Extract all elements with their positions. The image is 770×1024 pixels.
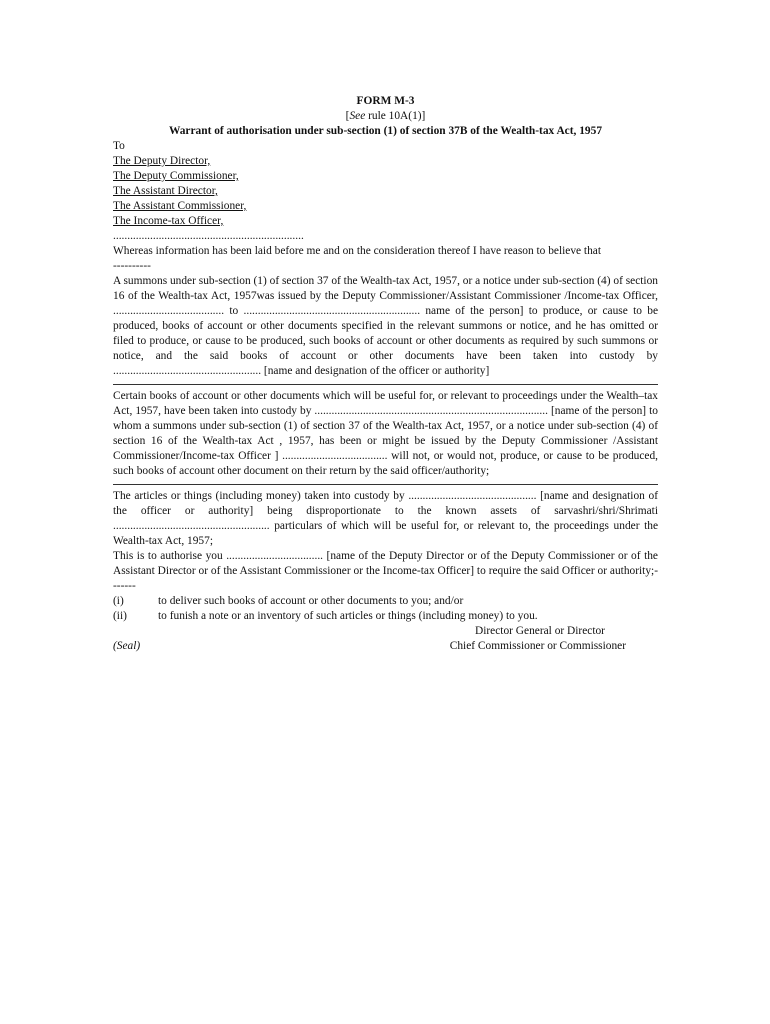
form-title: FORM M-3 xyxy=(356,95,415,107)
seal-label: (Seal) xyxy=(113,640,141,652)
addressee-income-tax-officer: The Income-tax Officer, xyxy=(113,215,224,227)
item-text: to funish a note or an inventory of such articles or things (including money) to you. xyxy=(158,610,538,622)
addressee-assistant-commissioner: The Assistant Commissioner, xyxy=(113,200,247,212)
rule-see: See xyxy=(349,110,366,122)
rule-reference: [See rule 10A(1)] xyxy=(345,110,426,122)
signature-row xyxy=(113,639,658,654)
whereas-dashes: ---------- xyxy=(113,260,151,272)
paragraph-books-custody: Certain books of account or other documents which will be useful for, or relevant to proceedings under the Wealth–tax Act, 1957, have been taken into custody by .................................................................................. [name of the person] to whom a summons under sub-section (1) of section 37 of the Wealth-tax Act, 1957, or a notice under sub-section (4) of section 16 of the Wealth-tax Act , 1957, has been or might be issued by the Deputy Commissioner /Assistant Commissioner/Income-tax Officer ] ..................................... will not, or would not, produce, or cause to be produced, such books of account other document on their return by the said officer/authority; xyxy=(113,390,658,477)
signature-line-2: Chief Commissioner or Commissioner xyxy=(449,640,626,652)
list-item xyxy=(113,609,658,624)
addressee-deputy-director: The Deputy Director, xyxy=(113,155,211,167)
addressee-dots: ................................................................... xyxy=(113,230,304,242)
signature-line-1: Director General or Director xyxy=(475,625,605,637)
divider-1 xyxy=(113,384,658,385)
list-item xyxy=(113,594,658,609)
paragraph-authorise: This is to authorise you .................................. [name of the Deputy Director or of the Deputy Commissioner or of the Assistant Director or of the Assistant Commissioner or the Income-tax Officer] to require the said Officer or authority;------- xyxy=(113,550,658,592)
divider-2 xyxy=(113,484,658,485)
item-text: to deliver such books of account or other documents to you; and/or xyxy=(158,595,464,607)
paragraph-articles: The articles or things (including money) taken into custody by ............................................. [name and designation of the officer or authority] being disproportionate to the known assets of sarvashri/shri/Shrimati ....................................................... particulars of which will be useful for, or relevant to, the proceedings under the Wealth-tax Act, 1957; xyxy=(113,490,658,547)
item-number: (i) xyxy=(113,595,124,607)
to-label: To xyxy=(113,140,125,152)
whereas-line: Whereas information has been laid before me and on the consideration thereof I have reason to believe that xyxy=(113,245,602,257)
addressee-assistant-director: The Assistant Director, xyxy=(113,185,218,197)
form-content xyxy=(113,94,658,654)
paragraph-summons: A summons under sub-section (1) of section 37 of the Wealth-tax Act, 1957, or a notice under sub-section (4) of section 16 of the Wealth-tax Act, 1957was issued by the Deputy Commissioner/Assistant Commissioner /Income-tax Officer, ....................................... to .............................................................. name of the person] to produce, or cause to be produced, books of account or other documents specified in the relevant summons or notice, and he has omitted or filed to produce, or cause to be produced, such books of account or other documents as required by such summons or notice, and the said books of account or other documents have been taken into custody by .................................................... [name and designation of the officer or authority] xyxy=(113,275,658,377)
addressee-deputy-commissioner: The Deputy Commissioner, xyxy=(113,170,239,182)
form-heading: Warrant of authorisation under sub-section (1) of section 37B of the Wealth-tax Act, 1957 xyxy=(168,125,603,137)
item-number: (ii) xyxy=(113,610,127,622)
